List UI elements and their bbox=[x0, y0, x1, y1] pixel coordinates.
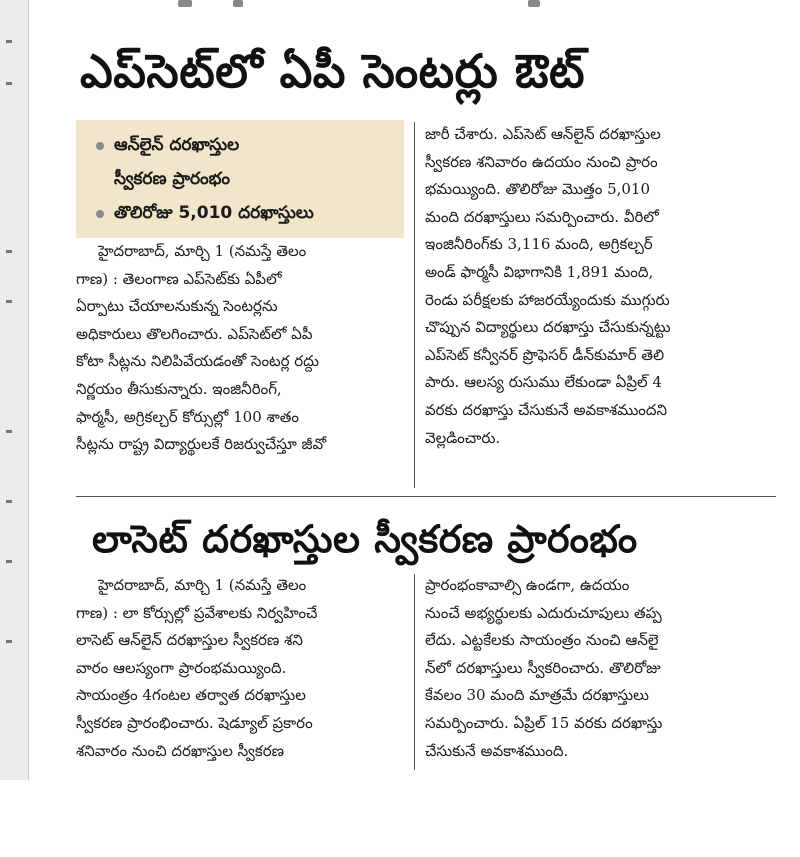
text-line: భమయ్యింది. తొలిరోజు మొత్తం 5,010 bbox=[425, 180, 651, 199]
margin-mark bbox=[6, 430, 12, 433]
article-1-column-right bbox=[425, 121, 775, 452]
margin-mark bbox=[6, 500, 12, 503]
highlight-item bbox=[96, 128, 394, 196]
previous-article-fragment bbox=[28, 0, 800, 10]
text-line: వెల్లడించారు. bbox=[425, 428, 501, 447]
text-line: నుంచే అభ్యర్థులకు ఎదురుచూపులు తప్ప bbox=[425, 603, 662, 622]
page-left-margin bbox=[0, 0, 29, 780]
highlight-text: ఆన్‌లైన్ దరఖాస్తుల bbox=[114, 135, 240, 155]
text-line: స్వీకరణ శనివారం ఉదయం నుంచి ప్రారం bbox=[425, 152, 658, 171]
margin-mark bbox=[6, 40, 12, 43]
text-line: సాయంత్రం 4గంటల తర్వాత దరఖాస్తుల bbox=[76, 686, 306, 705]
text-line: ఇంజినీరింగ్‌కు 3,116 మంది, అగ్రికల్చర్ bbox=[425, 235, 653, 254]
highlight-text: స్వీకరణ ప్రారంభం bbox=[114, 169, 231, 189]
article-1-highlights bbox=[76, 120, 404, 238]
text-line: ఫార్మసీ, అగ్రికల్చర్ కోర్సుల్లో 100 శాతం bbox=[76, 407, 300, 426]
text-line: గాణ) : లా కోర్సుల్లో ప్రవేశాలకు నిర్వహించే bbox=[76, 603, 318, 622]
article-1-headline: ఎప్‌సెట్‌లో ఏపీ సెంటర్లు ఔట్‌ bbox=[80, 44, 585, 98]
text-line: పారు. ఆలస్య రుసుము లేకుండా ఏప్రిల్ 4 bbox=[425, 373, 662, 392]
text-line: వారం ఆలస్యంగా ప్రారంభమయ్యింది. bbox=[76, 658, 287, 677]
text-line: చేసుకునే అవకాశముంది. bbox=[425, 741, 569, 760]
text-line: సమర్పించారు. ఏప్రిల్ 15 వరకు దరఖాస్తు bbox=[425, 713, 663, 732]
text-line: లేదు. ఎట్టకేలకు సాయంత్రం నుంచి ఆన్‌లై bbox=[425, 631, 659, 650]
text-line: అండ్ ఫార్మసీ విభాగానికి 1,891 మంది, bbox=[425, 262, 654, 281]
highlight-item bbox=[96, 196, 394, 230]
margin-mark bbox=[6, 250, 12, 253]
text-line: ఏర్పాటు చేయాలనుకున్న సెంటర్లను bbox=[76, 297, 278, 316]
article-2-column-left bbox=[76, 572, 406, 765]
bullet-icon bbox=[96, 142, 104, 150]
article-2-column-right bbox=[425, 572, 775, 765]
text-line: గాణ) : తెలంగాణ ఎప్‌సెట్‌కు ఏపీలో bbox=[76, 269, 282, 288]
text-line: అధికారులు తొలగించారు. ఎప్‌సెట్‌లో ఏపీ bbox=[76, 324, 313, 343]
text-line: సీట్లను రాష్ట్ర విద్యార్థులకే రిజర్వుచేస్తూ జీవో bbox=[76, 435, 327, 454]
text-line: జారీ చేశారు. ఎప్‌సెట్ ఆన్‌లైన్ దరఖాస్తుల bbox=[425, 125, 661, 143]
margin-mark bbox=[6, 82, 12, 85]
text-line: న్‌లో దరఖాస్తులు స్వీకరించారు. తొలిరోజు bbox=[425, 658, 661, 677]
text-line: వరకు దరఖాస్తు చేసుకునే అవకాశముందని bbox=[425, 400, 668, 419]
text-line: లాసెట్ ఆన్‌లైన్ దరఖాస్తుల స్వీకరణ శని bbox=[76, 631, 303, 650]
text-line: నిర్ణయం తీసుకున్నారు. ఇంజినీరింగ్, bbox=[76, 379, 282, 398]
column-divider bbox=[414, 574, 415, 770]
article-1-column-left bbox=[76, 238, 406, 459]
text-line: మంది దరఖాస్తులు సమర్పించారు. వీరిలో bbox=[425, 207, 659, 226]
text-line: ఎప్‌సెట్ కన్వీనర్ ప్రొఫెసర్ డీన్‌కుమార్ తెలి bbox=[425, 345, 665, 364]
bullet-icon bbox=[96, 210, 104, 218]
text-line: ప్రారంభంకావాల్సి ఉండగా, ఉదయం bbox=[425, 576, 630, 594]
margin-mark bbox=[6, 300, 12, 303]
text-line: రెండు పరీక్షలకు హాజరయ్యేందుకు ముగ్గురు bbox=[425, 290, 670, 309]
text-line: శనివారం నుంచి దరఖాస్తుల స్వీకరణ bbox=[76, 741, 285, 760]
text-line: చొప్పున విద్యార్థులు దరఖాస్తు చేసుకున్నట్టు bbox=[425, 318, 671, 337]
article-separator bbox=[76, 496, 776, 497]
margin-mark bbox=[6, 640, 12, 643]
text-line: స్వీకరణ ప్రారంభించారు. షెడ్యూల్ ప్రకారం bbox=[76, 713, 313, 732]
column-divider bbox=[414, 122, 415, 488]
text-line: హైదరాబాద్, మార్చి 1 (నమస్తే తెలం bbox=[98, 576, 307, 594]
text-line: కేవలం 30 మంది మాత్రమే దరఖాస్తులు bbox=[425, 686, 649, 705]
text-line: హైదరాబాద్, మార్చి 1 (నమస్తే తెలం bbox=[98, 242, 307, 260]
article-2-headline: లాసెట్ దరఖాస్తుల స్వీకరణ ప్రారంభం bbox=[92, 517, 638, 561]
margin-mark bbox=[6, 560, 12, 563]
text-line: కోటా సీట్లను నిలిపివేయడంతో సెంటర్ల రద్దు bbox=[76, 352, 319, 371]
highlight-text: తొలిరోజు 5,010 దరఖాస్తులు bbox=[114, 203, 314, 223]
